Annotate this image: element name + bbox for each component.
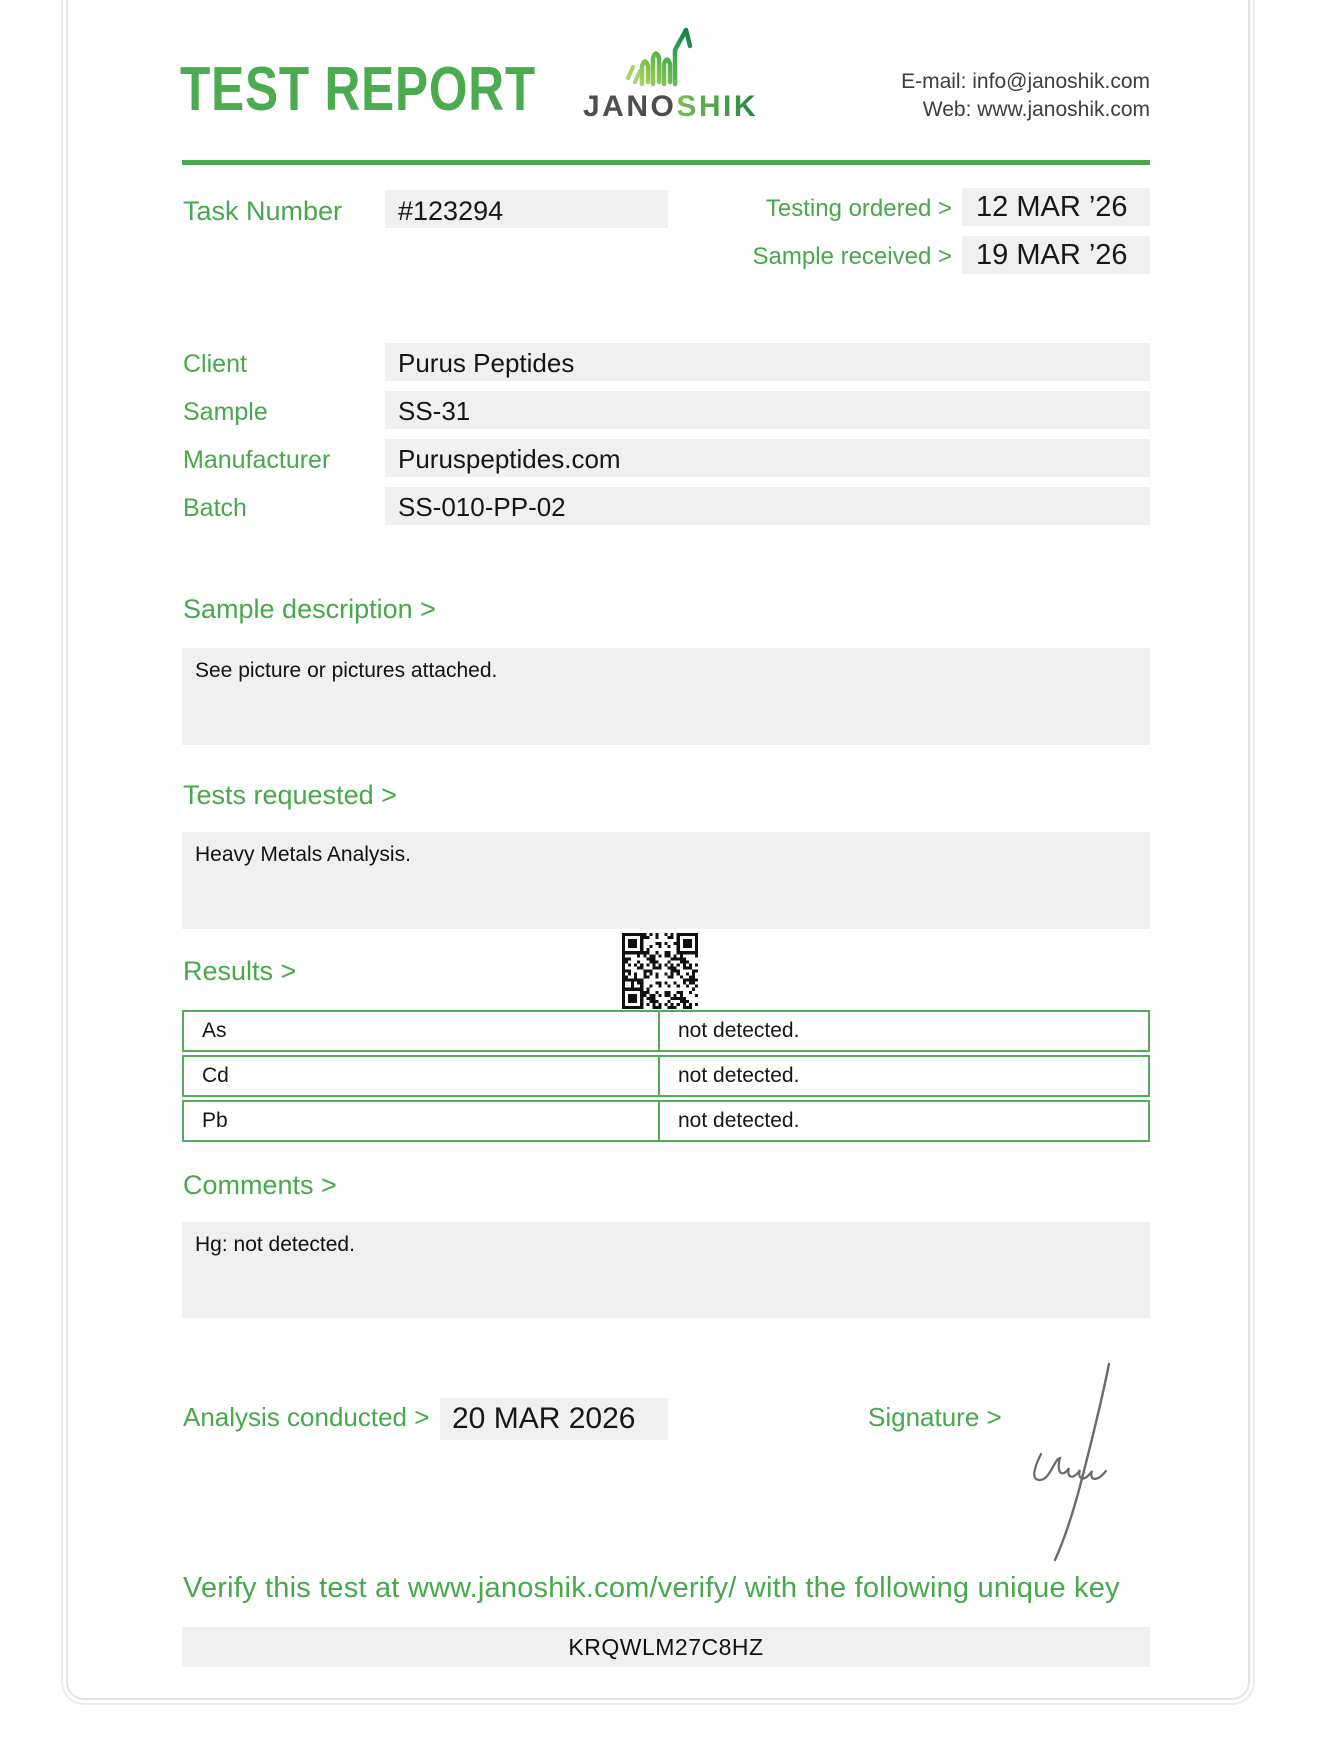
analysis-date-value: 20 MAR 2026 (452, 1402, 636, 1435)
sample-label: Sample (183, 398, 268, 426)
sample-description-text: See picture or pictures attached. (195, 659, 498, 682)
verify-key-box (182, 1627, 1150, 1667)
qr-code (622, 933, 698, 1009)
sample-value: SS-31 (398, 396, 471, 426)
batch-value: SS-010-PP-02 (398, 492, 566, 522)
sample-received-value: 19 MAR ’26 (976, 239, 1128, 271)
client-label: Client (183, 350, 247, 378)
batch-label: Batch (183, 494, 247, 522)
contact-email: E-mail: info@janoshik.com (901, 70, 1150, 93)
tests-requested-box (182, 832, 1150, 929)
logo-text (583, 90, 758, 124)
testing-ordered-value: 12 MAR ’26 (976, 191, 1128, 223)
result-cell: not detected. (678, 1064, 800, 1087)
results-heading: Results > (183, 956, 297, 986)
table-row (182, 1010, 1150, 1052)
contact-web: Web: www.janoshik.com (922, 98, 1150, 121)
manufacturer-label: Manufacturer (183, 446, 331, 474)
verify-text: Verify this test at www.janoshik.com/verify/ with the following unique key (183, 1572, 1120, 1604)
table-row (182, 1055, 1150, 1097)
report-title: TEST REPORT (180, 55, 537, 124)
verify-key: KRQWLM27C8HZ (568, 1633, 764, 1660)
comments-text: Hg: not detected. (195, 1233, 355, 1256)
logo-jano: JANO (583, 90, 677, 123)
result-cell: not detected. (678, 1109, 800, 1132)
sample-received-label: Sample received > (752, 243, 952, 270)
client-value: Purus Peptides (398, 348, 575, 378)
manufacturer-value: Puruspeptides.com (398, 444, 621, 474)
logo-shik: SHIK (676, 90, 759, 123)
result-cell: not detected. (678, 1019, 800, 1042)
comments-heading: Comments > (183, 1170, 337, 1200)
comments-box (182, 1222, 1150, 1318)
analyte-cell: Pb (184, 1102, 660, 1140)
task-number-value: #123294 (398, 196, 504, 226)
analysis-conducted-label: Analysis conducted > (183, 1402, 430, 1432)
signature-label: Signature > (868, 1402, 1002, 1432)
testing-ordered-label: Testing ordered > (765, 195, 952, 222)
analyte-cell: Cd (184, 1057, 660, 1095)
sample-description-box (182, 648, 1150, 745)
sample-box (385, 391, 1150, 429)
analyte-cell: As (184, 1012, 660, 1050)
header-divider (182, 160, 1150, 165)
logo-chart-icon (624, 26, 696, 90)
table-row (182, 1100, 1150, 1142)
signature-image (1025, 1358, 1125, 1568)
tests-requested-heading: Tests requested > (183, 780, 397, 810)
task-number-label: Task Number (183, 196, 343, 226)
sample-description-heading: Sample description > (183, 594, 436, 624)
tests-requested-text: Heavy Metals Analysis. (195, 843, 411, 866)
results-table (182, 1010, 1150, 1145)
